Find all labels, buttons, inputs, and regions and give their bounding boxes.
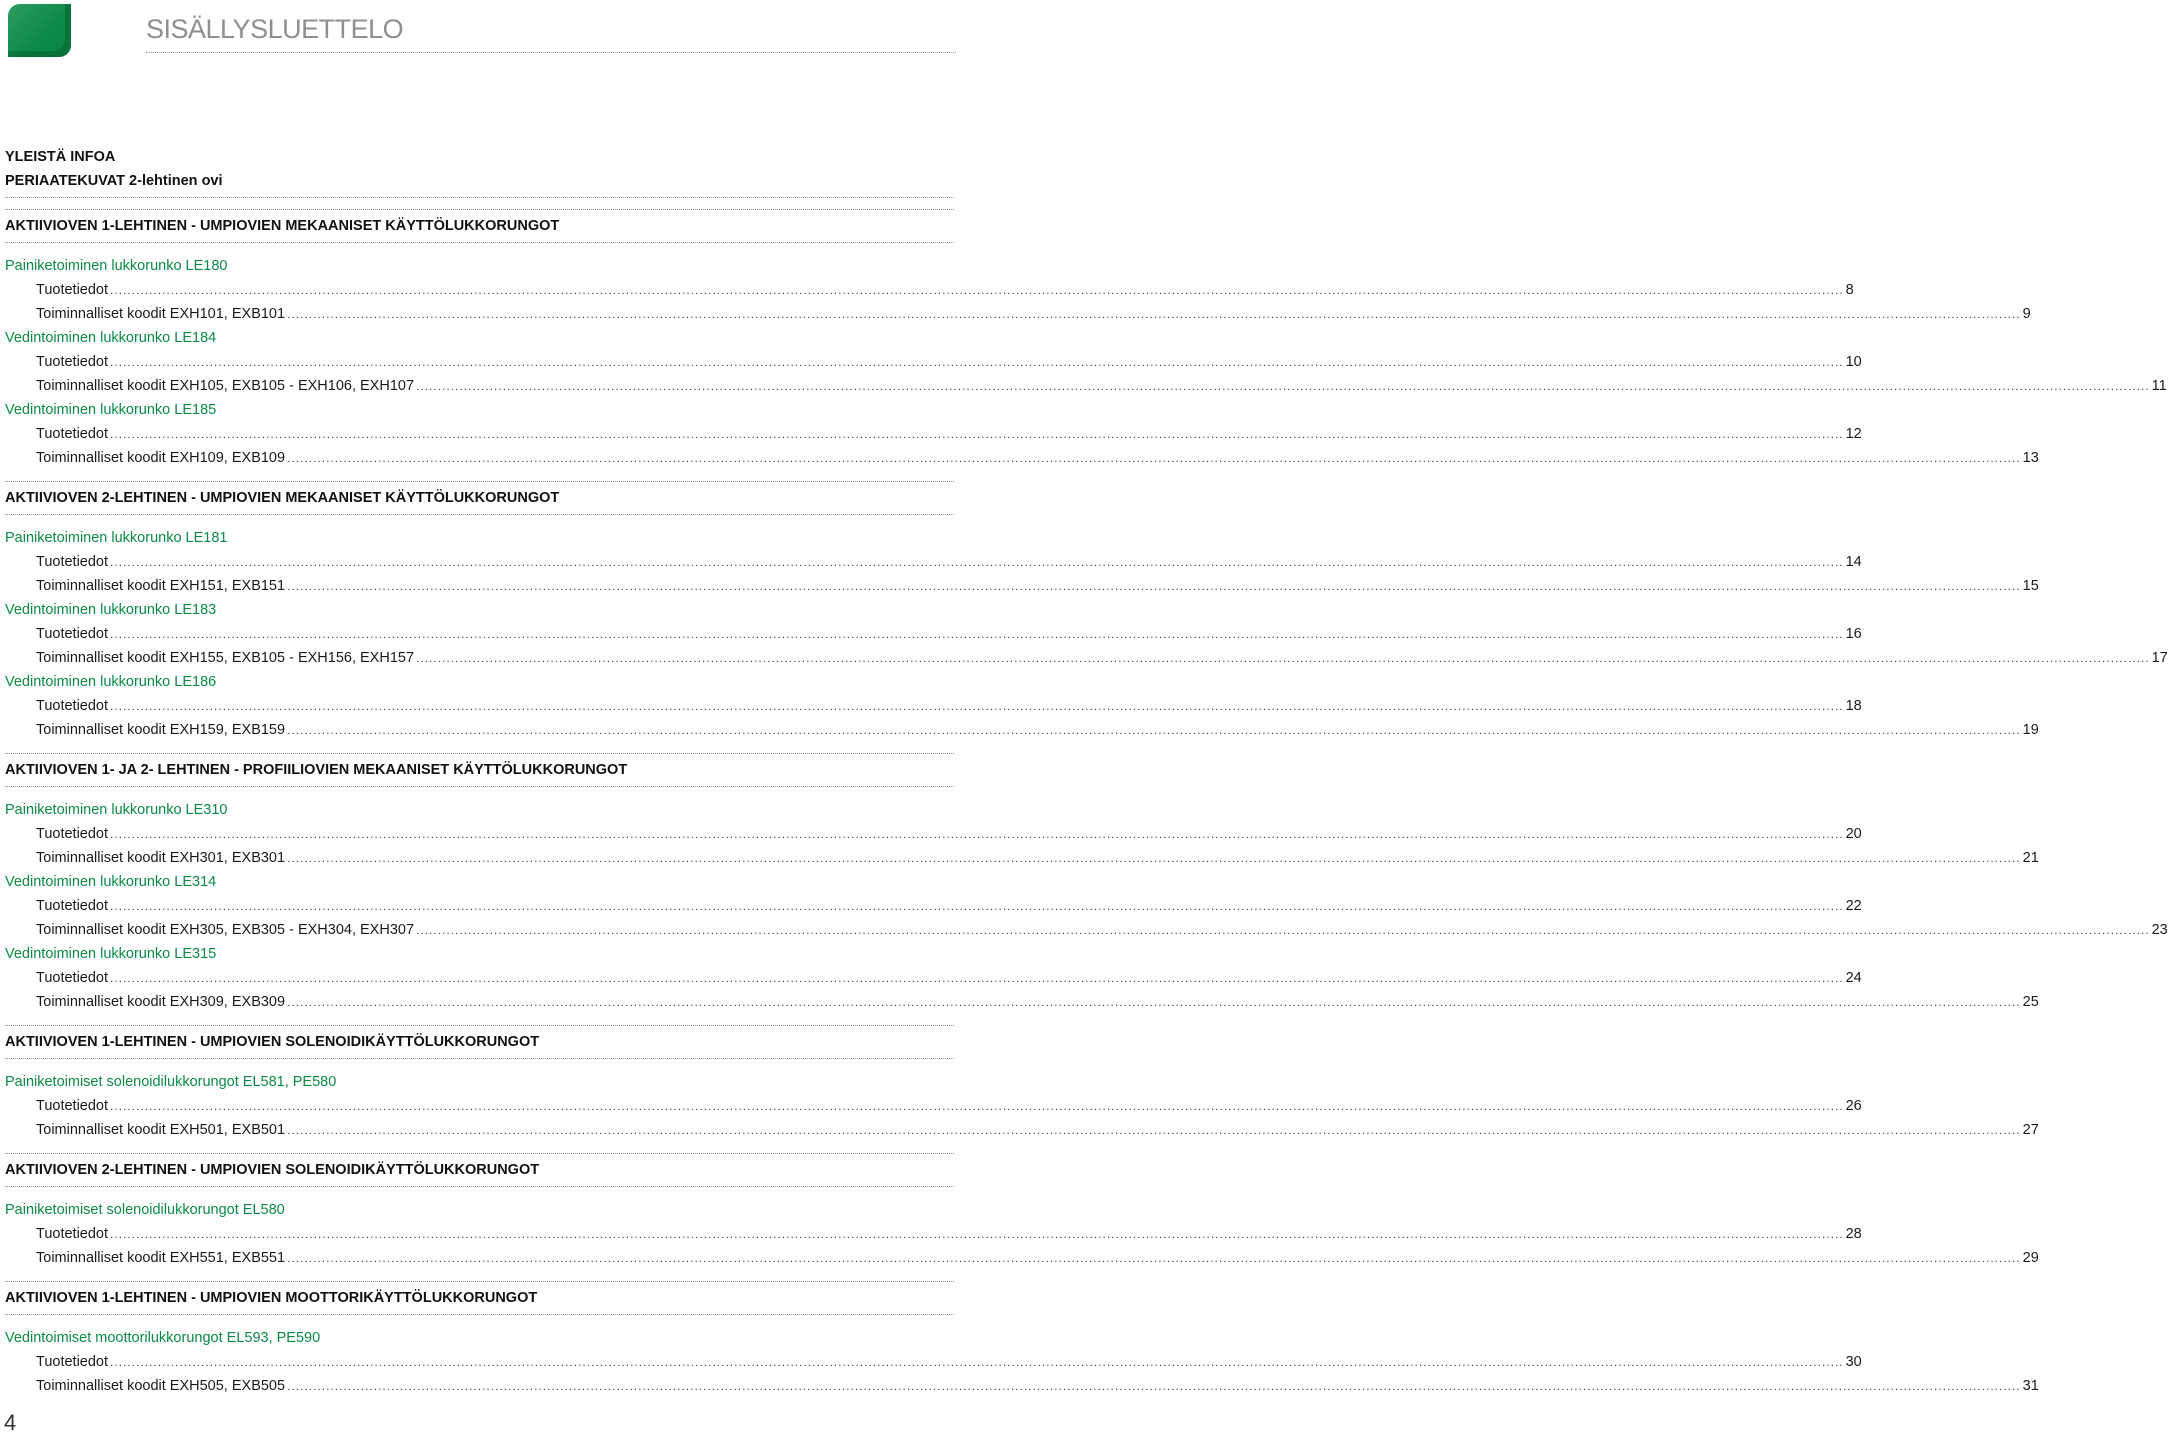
toc-section <box>5 486 2168 754</box>
toc-entry-page: 16 <box>1845 626 1862 642</box>
toc-entry-page: 8 <box>1845 282 1854 298</box>
section-end-divider <box>5 753 954 754</box>
toc-entry[interactable] <box>5 1246 2039 1270</box>
toc-entry-page: 21 <box>2022 850 2039 866</box>
subsection-title[interactable]: Vedintoiminen lukkorunko LE185 <box>5 402 217 418</box>
toc-entry-page: 25 <box>2022 994 2039 1010</box>
toc-entry[interactable] <box>5 990 2039 1014</box>
toc-entry[interactable] <box>5 374 2167 398</box>
toc-entry-label: Tuotetiedot <box>36 898 109 914</box>
toc-entry[interactable] <box>5 574 2039 598</box>
dot-leader: ................................................................................................................................................................................................................................................................................................................................................................................................................ <box>110 1355 1844 1369</box>
section-divider <box>5 1058 954 1059</box>
section-heading[interactable]: AKTIIVIOVEN 2-LEHTINEN - UMPIOVIEN MEKAANISET KÄYTTÖLUKKORUNGOT <box>5 490 560 506</box>
toc-entry[interactable] <box>5 718 2039 742</box>
subsection-title[interactable]: Vedintoiminen lukkorunko LE314 <box>5 874 217 890</box>
toc-entry[interactable] <box>5 1350 1862 1374</box>
subsection-title[interactable]: Vedintoiminen lukkorunko LE315 <box>5 946 217 962</box>
toc-entry-label: Tuotetiedot <box>36 426 109 442</box>
toc-entry[interactable] <box>5 1374 2039 1398</box>
dot-leader: ................................................................................................................................................................................................................................................................................................................................................................................................................ <box>287 451 2021 465</box>
section-heading[interactable]: AKTIIVIOVEN 1-LEHTINEN - UMPIOVIEN SOLENOIDIKÄYTTÖLUKKORUNGOT <box>5 1034 540 1050</box>
toc-entry-label: Tuotetiedot <box>36 970 109 986</box>
toc-section <box>5 758 2168 1026</box>
toc-entry[interactable] <box>5 694 1862 718</box>
dot-leader: ................................................................................................................................................................................................................................................................................................................................................................................................................ <box>110 827 1844 841</box>
subsection-title[interactable]: Vedintoiminen lukkorunko LE184 <box>5 330 217 346</box>
toc-entry-label: Tuotetiedot <box>36 282 109 298</box>
toc-entry-label: Toiminnalliset koodit EXH109, EXB109 <box>36 450 286 466</box>
section-heading[interactable]: YLEISTÄ INFOA <box>5 149 116 165</box>
dot-leader: ................................................................................................................................................................................................................................................................................................................................................................................................................ <box>287 723 2021 737</box>
toc-entry-label: Toiminnalliset koodit EXH105, EXB105 - EXH106, EXH107 <box>36 378 415 394</box>
dot-leader: ................................................................................................................................................................................................................................................................................................................................................................................................................ <box>110 355 1844 369</box>
dot-leader: ................................................................................................................................................................................................................................................................................................................................................................................................................ <box>110 283 1844 297</box>
toc-entry-page: 19 <box>2022 722 2039 738</box>
section-heading[interactable]: PERIAATEKUVAT 2-lehtinen ovi <box>5 173 223 189</box>
brand-logo <box>8 4 71 57</box>
subsection-title[interactable]: Painiketoimiset solenoidilukkorungot EL580 <box>5 1202 285 1218</box>
dot-leader: ................................................................................................................................................................................................................................................................................................................................................................................................................ <box>287 1251 2021 1265</box>
toc-entry-label: Tuotetiedot <box>36 1354 109 1370</box>
dot-leader: ................................................................................................................................................................................................................................................................................................................................................................................................................ <box>416 651 2150 665</box>
section-heading[interactable]: AKTIIVIOVEN 1-LEHTINEN - UMPIOVIEN MOOTTORIKÄYTTÖLUKKORUNGOT <box>5 1290 538 1306</box>
subsection-title[interactable]: Vedintoiminen lukkorunko LE183 <box>5 602 217 618</box>
section-heading[interactable]: AKTIIVIOVEN 1-LEHTINEN - UMPIOVIEN MEKAANISET KÄYTTÖLUKKORUNGOT <box>5 218 560 234</box>
toc-entry-label: Toiminnalliset koodit EXH505, EXB505 <box>36 1378 286 1394</box>
toc-entry-label: Tuotetiedot <box>36 698 109 714</box>
toc-entry-label: Toiminnalliset koodit EXH159, EXB159 <box>36 722 286 738</box>
toc-entry-page: 22 <box>1845 898 1862 914</box>
toc-entry-page: 10 <box>1845 354 1862 370</box>
toc-entry-label: Toiminnalliset koodit EXH155, EXB105 - EXH156, EXH157 <box>36 650 415 666</box>
toc-entry[interactable] <box>5 894 1862 918</box>
section-end-divider <box>5 209 954 210</box>
section-end-divider <box>5 1153 954 1154</box>
dot-leader: ................................................................................................................................................................................................................................................................................................................................................................................................................ <box>110 971 1844 985</box>
toc-entry-page: 18 <box>1845 698 1862 714</box>
toc-entry-label: Tuotetiedot <box>36 1226 109 1242</box>
page-title: SISÄLLYSLUETTELO <box>146 14 404 44</box>
dot-leader: ................................................................................................................................................................................................................................................................................................................................................................................................................ <box>287 1123 2021 1137</box>
subsection-title[interactable]: Painiketoimiset solenoidilukkorungot EL581, PE580 <box>5 1074 337 1090</box>
toc-entry[interactable] <box>5 846 2039 870</box>
toc-entry-page: 31 <box>2022 1378 2039 1394</box>
dot-leader: ................................................................................................................................................................................................................................................................................................................................................................................................................ <box>416 379 2150 393</box>
toc-entry[interactable] <box>5 646 2168 670</box>
toc-section <box>5 214 2167 482</box>
toc-entry[interactable] <box>5 350 1862 374</box>
toc-entry-label: Toiminnalliset koodit EXH305, EXB305 - EXH304, EXH307 <box>36 922 415 938</box>
toc-entry-page: 23 <box>2151 922 2168 938</box>
section-end-divider <box>5 1025 954 1026</box>
subsection-title[interactable]: Vedintoimiset moottorilukkorungot EL593, PE590 <box>5 1330 321 1346</box>
section-divider <box>5 1314 954 1315</box>
toc-entry-page: 13 <box>2022 450 2039 466</box>
section-divider <box>5 197 954 198</box>
dot-leader: ................................................................................................................................................................................................................................................................................................................................................................................................................ <box>416 923 2150 937</box>
dot-leader: ................................................................................................................................................................................................................................................................................................................................................................................................................ <box>287 1379 2021 1393</box>
title-divider <box>146 52 956 53</box>
toc-entry[interactable] <box>5 1094 1862 1118</box>
section-end-divider <box>5 1281 954 1282</box>
section-divider <box>5 242 954 243</box>
toc-entry-page: 29 <box>2022 1250 2039 1266</box>
subsection-title[interactable]: Painiketoiminen lukkorunko LE180 <box>5 258 228 274</box>
toc-entry-label: Tuotetiedot <box>36 1098 109 1114</box>
toc-entry[interactable] <box>5 446 2039 470</box>
dot-leader: ................................................................................................................................................................................................................................................................................................................................................................................................................ <box>287 307 2021 321</box>
section-end-divider <box>5 481 954 482</box>
toc-entry[interactable] <box>5 822 1862 846</box>
dot-leader: ................................................................................................................................................................................................................................................................................................................................................................................................................ <box>110 1227 1844 1241</box>
toc-entry-label: Toiminnalliset koodit EXH551, EXB551 <box>36 1250 286 1266</box>
section-divider <box>5 786 954 787</box>
toc-entry[interactable] <box>5 550 1862 574</box>
toc-entry[interactable] <box>5 966 1862 990</box>
toc-entry[interactable] <box>5 1222 1862 1246</box>
toc-entry[interactable] <box>5 302 2031 326</box>
subsection-title[interactable]: Painiketoiminen lukkorunko LE181 <box>5 530 228 546</box>
toc-section <box>5 1158 2039 1282</box>
table-of-contents <box>5 145 2168 1398</box>
toc-entry[interactable] <box>5 1118 2039 1142</box>
toc-entry-page: 11 <box>2151 378 2167 394</box>
toc-entry-label: Toiminnalliset koodit EXH301, EXB301 <box>36 850 286 866</box>
toc-entry-label: Tuotetiedot <box>36 626 109 642</box>
dot-leader: ................................................................................................................................................................................................................................................................................................................................................................................................................ <box>110 427 1844 441</box>
toc-section <box>5 1030 2039 1154</box>
toc-entry[interactable] <box>5 278 1854 302</box>
toc-entry-page: 28 <box>1845 1226 1862 1242</box>
dot-leader: ................................................................................................................................................................................................................................................................................................................................................................................................................ <box>110 627 1844 641</box>
toc-entry-page: 14 <box>1845 554 1862 570</box>
toc-entry-page: 20 <box>1845 826 1862 842</box>
page-number: 4 <box>4 1410 17 1435</box>
toc-entry-label: Toiminnalliset koodit EXH309, EXB309 <box>36 994 286 1010</box>
toc-entry-page: 12 <box>1845 426 1862 442</box>
toc-entry-label: Tuotetiedot <box>36 354 109 370</box>
toc-entry-page: 15 <box>2022 578 2039 594</box>
toc-entry-label: Toiminnalliset koodit EXH501, EXB501 <box>36 1122 286 1138</box>
subsection-title[interactable]: Painiketoiminen lukkorunko LE310 <box>5 802 228 818</box>
toc-entry[interactable] <box>5 622 1862 646</box>
dot-leader: ................................................................................................................................................................................................................................................................................................................................................................................................................ <box>110 1099 1844 1113</box>
section-heading[interactable]: AKTIIVIOVEN 2-LEHTINEN - UMPIOVIEN SOLENOIDIKÄYTTÖLUKKORUNGOT <box>5 1162 540 1178</box>
toc-entry-label: Toiminnalliset koodit EXH151, EXB151 <box>36 578 286 594</box>
toc-entry-label: Toiminnalliset koodit EXH101, EXB101 <box>36 306 286 322</box>
toc-entry-label: Tuotetiedot <box>36 554 109 570</box>
section-divider <box>5 1186 954 1187</box>
toc-entry[interactable] <box>5 918 2168 942</box>
toc-entry-page: 26 <box>1845 1098 1862 1114</box>
toc-entry-page: 9 <box>2022 306 2031 322</box>
toc-entry-page: 17 <box>2151 650 2168 666</box>
toc-entry-label: Tuotetiedot <box>36 826 109 842</box>
toc-entry[interactable] <box>5 422 1862 446</box>
dot-leader: ................................................................................................................................................................................................................................................................................................................................................................................................................ <box>110 699 1844 713</box>
toc-entry-page: 27 <box>2022 1122 2039 1138</box>
section-heading[interactable]: AKTIIVIOVEN 1- JA 2- LEHTINEN - PROFIILIOVIEN MEKAANISET KÄYTTÖLUKKORUNGOT <box>5 762 628 778</box>
toc-entry-page: 24 <box>1845 970 1862 986</box>
dot-leader: ................................................................................................................................................................................................................................................................................................................................................................................................................ <box>287 851 2021 865</box>
dot-leader: ................................................................................................................................................................................................................................................................................................................................................................................................................ <box>110 555 1844 569</box>
section-divider <box>5 514 954 515</box>
dot-leader: ................................................................................................................................................................................................................................................................................................................................................................................................................ <box>110 899 1844 913</box>
dot-leader: ................................................................................................................................................................................................................................................................................................................................................................................................................ <box>287 995 2021 1009</box>
dot-leader: ................................................................................................................................................................................................................................................................................................................................................................................................................ <box>287 579 2021 593</box>
toc-entry-page: 30 <box>1845 1354 1862 1370</box>
toc-section <box>5 1286 2039 1398</box>
subsection-title[interactable]: Vedintoiminen lukkorunko LE186 <box>5 674 217 690</box>
toc-section <box>5 145 954 210</box>
